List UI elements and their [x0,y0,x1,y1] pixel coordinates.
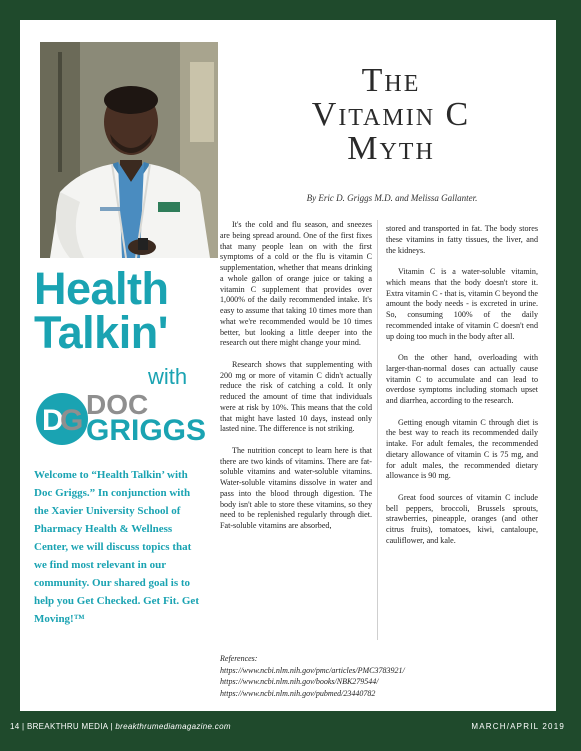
logo-wordmark [86,389,207,447]
sidebar [20,20,230,711]
references [220,653,405,699]
paragraph: Great food sources of vitamin C include bell peppers, broccoli, Brussels sprouts, strawberries, pineapple, oranges (and other citrus fruits), tomatoes, kiwi, cantaloupe, cauliflower, and kale. [386,492,538,545]
welcome-blurb: Welcome to “Health Talkin’ with Doc Griggs.” In conjunction with the Xavier University School of Pharmacy Health & Wellness Center, we will discuss topics that we find most relevant in our community. Our shared goal is to help you Get Checked. Get Fit. Get Moving!™ [34,469,199,625]
magazine-page [20,20,556,711]
paragraph: Research shows that supplementing with 200 mg or more of vitamin C didn't actually reduce the risk of catching a cold. It only reduced the amount of time that individuals were at risk by 10%. This means that the cold that might have lasted 10 days, instead only lasted nine. The difference is not striking. [220,359,372,434]
page-footer [0,711,581,751]
title-line-2: Vitamin C [311,96,471,133]
footer-site-link[interactable]: breakthrumediamagazine.com [115,722,231,731]
title-line-3: Myth [347,130,435,167]
author-photo [40,42,218,258]
body-column-1 [220,220,372,543]
page-number: 14 [10,722,20,731]
footer-brand: BREAKTHRU MEDIA [26,722,108,731]
footer-separator: | [22,722,25,731]
title-line-1: The [361,62,421,99]
reference-link[interactable]: https://www.ncbi.nlm.nih.gov/pubmed/23440782 [220,688,376,698]
footer-separator: | [110,722,113,731]
paragraph: On the other hand, overloading with larger-than-normal doses can actually cause vitamin C to accumulate and can lead to overdose symptoms including stomach upset and diarrhea, according to the research. [386,353,538,405]
reference-link[interactable]: https://www.ncbi.nlm.nih.gov/pmc/articles/PMC3783921/ [220,665,405,675]
svg-text:D: D [42,404,64,437]
logo-griggs-text: GRIGGS [86,414,207,447]
paragraph: Getting enough vitamin C through diet is the best way to reach its recommended daily intake. For adult females, the recommended dietary allowance of vitamin C is 75 mg, and for adult males, the recommended dietary allowance is 90 mg. [386,417,538,481]
column-divider [377,220,378,640]
paragraph: stored and transported in fat. The body stores these vitamins in fatty tissues, the liver, and the kidneys. [386,224,538,255]
paragraph: Vitamin C is a water-soluble vitamin, which means that the body doesn't store it. Extra vitamin C - that is, vitamin C beyond the amount the body needs - is excreted in urine. So, consuming 100% of the daily recommended intake of vitamin C doesn't end up doing too much in the body after all. [386,267,538,341]
reference-link[interactable]: https://www.ncbi.nlm.nih.gov/books/NBK279544/ [220,677,379,686]
article-title [234,64,548,166]
paragraph: It's the cold and flu season, and sneezes are being spread around. One of the first fixes that many people lean on with the first symptoms of a cold or the flu is vitamin C supplementation, whether that means drinking a whole gallon of orange juice or taking a vitamin C supplement that provides over 1,000% of the daily recommended intake. It's easy to assume that taking 10 times more than what we're recommended would be 10 times better, but looking a little deeper into the research out there might change your mind. [220,220,372,348]
footer-left [10,722,231,731]
talkin-word: Talkin' [34,307,168,358]
references-heading: References: [220,654,258,663]
with-word: with [148,364,188,389]
footer-issue: MARCH/APRIL 2019 [471,722,565,731]
health-word: Health [34,263,169,314]
body-column-2 [386,224,538,557]
logo-doc-text: DOC [86,389,149,420]
paragraph: The nutrition concept to learn here is that there are two kinds of vitamins. There are fat-soluble vitamins and water-soluble vitamins. Water-soluble vitamins dissolve in water and pass into the blood through digestion. The body isn't able to store these vitamins, so they need to be replenished regularly through diet. Fat-soluble vitamins are absorbed, [220,445,372,530]
svg-text:G: G [60,404,84,437]
byline: By Eric D. Griggs M.D. and Melissa Gallanter. [306,193,478,203]
health-talkin-heading [34,263,224,358]
